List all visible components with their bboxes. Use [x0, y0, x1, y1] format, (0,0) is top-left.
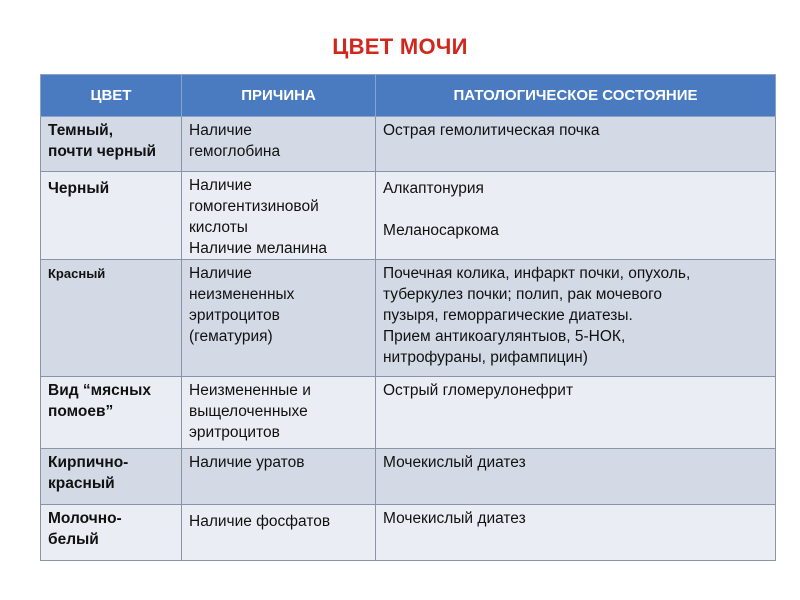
cell-condition	[376, 172, 776, 260]
cell-line: нитрофураны, рифампицин)	[383, 349, 588, 366]
cell-line: Наличие	[189, 177, 252, 194]
cell-condition	[376, 117, 776, 172]
cell-line: Острый гломерулонефрит	[383, 382, 574, 399]
cell-line: неизмененных	[189, 286, 295, 303]
table-row	[41, 449, 776, 505]
cell-line: помоев”	[48, 403, 114, 420]
cell-line: Наличие уратов	[189, 454, 305, 471]
table-row	[41, 260, 776, 377]
cell-color	[41, 449, 182, 505]
cell-color	[41, 505, 182, 561]
cell-line: Кирпично-	[48, 454, 129, 471]
cell-line: Черный	[48, 180, 110, 197]
cell-line: Меланосаркома	[383, 222, 499, 239]
cell-line: гемоглобина	[189, 143, 281, 160]
cell-line: Наличие меланина	[189, 240, 328, 257]
urine-color-table	[40, 74, 776, 561]
cell-line: Наличие	[189, 265, 252, 282]
table-row	[41, 117, 776, 172]
table-row	[41, 505, 776, 561]
cell-line	[383, 199, 768, 220]
cell-line: гомогентизиновой	[189, 198, 319, 215]
cell-line: туберкулез почки; полип, рак мочевого	[383, 286, 662, 303]
cell-cause	[182, 449, 376, 505]
cell-line: Вид “мясных	[48, 382, 151, 399]
cell-cause	[182, 377, 376, 449]
cell-line: эритроцитов	[189, 307, 280, 324]
cell-line: эритроцитов	[189, 424, 280, 441]
cell-line: почти черный	[48, 143, 157, 160]
cell-line: Острая гемолитическая почка	[383, 122, 600, 139]
page-title: ЦВЕТ МОЧИ	[332, 34, 468, 59]
cell-line: выщелоченныхе	[189, 403, 308, 420]
cell-line: красный	[48, 475, 115, 492]
cell-line: белый	[48, 531, 99, 548]
cell-line: Мочекислый диатез	[383, 510, 526, 527]
cell-line: Мочекислый диатез	[383, 454, 526, 471]
cell-line: Почечная колика, инфаркт почки, опухоль,	[383, 265, 691, 282]
cell-line: Прием антикоагулянтыов, 5-НОК,	[383, 328, 626, 345]
cell-condition	[376, 449, 776, 505]
cell-line: Красный	[48, 266, 106, 281]
cell-line: пузыря, геморрагические диатезы.	[383, 307, 633, 324]
cell-line: Наличие фосфатов	[189, 513, 331, 530]
header-condition: ПАТОЛОГИЧЕСКОЕ СОСТОЯНИЕ	[376, 75, 776, 117]
cell-line: (гематурия)	[189, 328, 273, 345]
cell-line: Неизмененные и	[189, 382, 311, 399]
cell-cause	[182, 260, 376, 377]
header-color: ЦВЕТ	[41, 75, 182, 117]
cell-cause	[182, 505, 376, 561]
table-row	[41, 172, 776, 260]
cell-cause	[182, 172, 376, 260]
cell-line: Молочно-	[48, 510, 122, 527]
cell-line: Темный,	[48, 122, 114, 139]
cell-line: Алкаптонурия	[383, 180, 484, 197]
cell-color	[41, 260, 182, 377]
cell-condition	[376, 377, 776, 449]
cell-condition	[376, 260, 776, 377]
cell-line: Наличие	[189, 122, 252, 139]
cell-color	[41, 172, 182, 260]
cell-line: кислоты	[189, 219, 248, 236]
table-row	[41, 377, 776, 449]
cell-cause	[182, 117, 376, 172]
cell-color	[41, 117, 182, 172]
header-cause: ПРИЧИНА	[182, 75, 376, 117]
cell-condition	[376, 505, 776, 561]
table-header-row	[41, 75, 776, 117]
cell-color	[41, 377, 182, 449]
